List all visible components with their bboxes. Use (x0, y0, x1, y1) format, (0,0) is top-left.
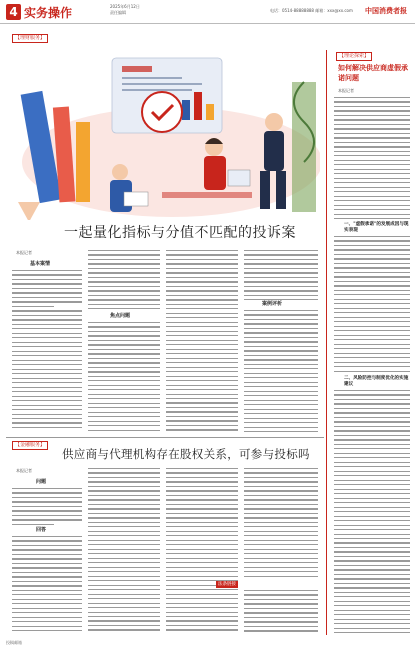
statute-link-tag: 法条链接 (218, 582, 236, 587)
sidebar-subhead-1: 一、"虚假承诺"的发展成因与现实表现 (344, 222, 409, 233)
article1-column-2-top (88, 250, 160, 310)
sidebar-text-3 (334, 390, 410, 634)
article2-subhead-question: 问题 (36, 479, 47, 485)
sidebar-text-1 (334, 97, 410, 221)
article2-column-1-bottom (12, 536, 82, 634)
issue-meta (110, 4, 140, 16)
article1-column-4-top (244, 250, 318, 300)
sidebar-title: 如何解决供应商虚假承诺问题 (338, 63, 408, 82)
article2-column-4-top (244, 468, 318, 578)
issue-editor: 责任编辑 (110, 10, 126, 15)
article2-column-4-bottom (244, 590, 318, 634)
footnote: 投稿邮箱 (6, 640, 22, 645)
article1-byline: 本报记者 (16, 250, 32, 255)
sidebar-subhead-2: 二、风险防控与制度优化的实施建议 (344, 376, 409, 387)
sidebar-text-2 (334, 236, 410, 372)
article1-column-4-bottom (244, 310, 318, 432)
article2-tag: 【金融服务】 (12, 441, 48, 450)
issue-date: 2025年6月12日 (110, 4, 140, 9)
article2-byline: 本报记者 (16, 468, 32, 473)
article1-column-1 (12, 270, 82, 430)
sidebar-tag: 【理论探索】 (336, 52, 372, 61)
page-header (0, 0, 415, 24)
article2-column-1-top (12, 488, 82, 526)
article1-column-2-bottom (88, 322, 160, 432)
section-number: 4 (6, 4, 21, 20)
article2-column-2 (88, 468, 160, 634)
article1-tag: 【理财服务】 (12, 34, 48, 43)
article2-subhead-answer: 回答 (36, 527, 47, 533)
article-illustration (12, 52, 320, 220)
masthead: 中国消费者报 (365, 6, 407, 15)
article1-subhead-basic-facts: 基本案情 (30, 261, 51, 267)
section-title: 实务操作 (24, 6, 73, 20)
hotline: 电话：0514-88888888 邮箱：xxx@xx.com (270, 8, 353, 13)
article2-headline: 供应商与代理机构存在股权关系，可参与投标吗 (62, 447, 310, 461)
article1-subhead-analysis: 案例评析 (262, 301, 283, 307)
column-rule (326, 50, 327, 635)
article-separator (6, 437, 324, 438)
article2-column-3 (166, 468, 238, 634)
article1-subhead-focus: 焦点问题 (110, 313, 131, 319)
sidebar-byline: 本报记者 (338, 88, 354, 93)
article1-headline: 一起量化指标与分值不匹配的投诉案 (64, 225, 296, 241)
article1-column-3 (166, 250, 238, 432)
